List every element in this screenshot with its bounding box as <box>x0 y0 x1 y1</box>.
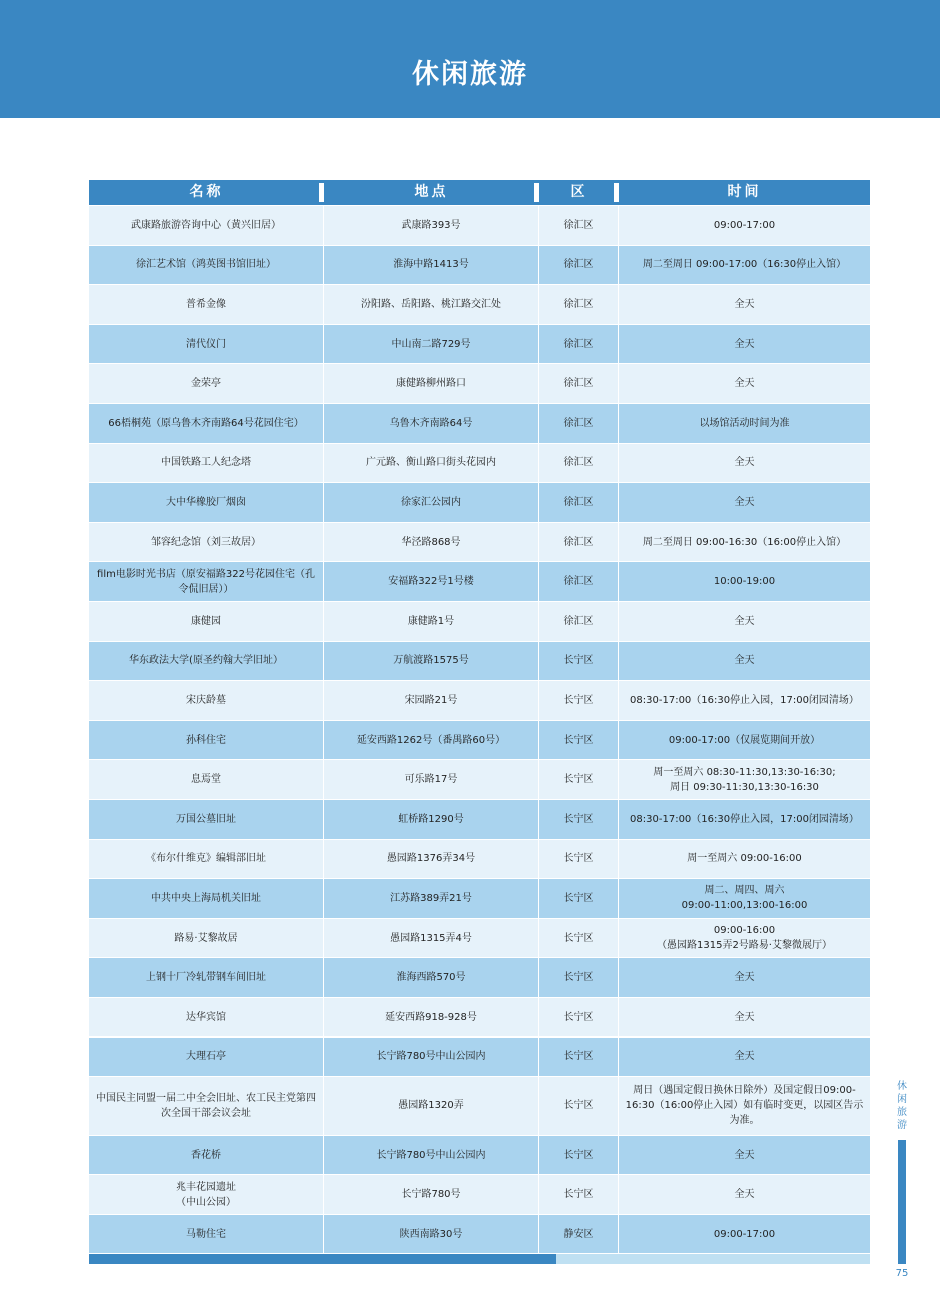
cell-name: 万国公墓旧址 <box>89 800 324 839</box>
cell-district: 徐汇区 <box>539 246 619 285</box>
cell-district: 徐汇区 <box>539 562 619 601</box>
side-section-label: 休闲旅游 <box>897 1081 907 1131</box>
cell-district: 静安区 <box>539 1215 619 1254</box>
cell-name: 路易·艾黎故居 <box>89 919 324 958</box>
table-body <box>89 206 870 1253</box>
cell-name: 徐汇艺术馆（鸿英图书馆旧址） <box>89 246 324 285</box>
cell-time: 周二、周四、周六 09:00-11:00,13:00-16:00 <box>619 879 870 918</box>
table-row <box>89 246 870 285</box>
cell-location: 武康路393号 <box>324 206 539 245</box>
cell-location: 延安西路918-928号 <box>324 998 539 1037</box>
column-header-district: 区 <box>539 180 619 205</box>
bottom-decor-bar <box>89 1254 870 1264</box>
cell-name: 66梧桐苑（原乌鲁木齐南路64号花园住宅） <box>89 404 324 443</box>
cell-name: 《布尔什维克》编辑部旧址 <box>89 840 324 879</box>
header-banner <box>0 0 940 118</box>
cell-name: 香花桥 <box>89 1136 324 1175</box>
cell-district: 长宁区 <box>539 1077 619 1135</box>
cell-district: 长宁区 <box>539 800 619 839</box>
cell-time: 全天 <box>619 483 870 522</box>
cell-district: 徐汇区 <box>539 602 619 641</box>
cell-location: 愚园路1320弄 <box>324 1077 539 1135</box>
cell-time: 全天 <box>619 958 870 997</box>
cell-district: 长宁区 <box>539 998 619 1037</box>
cell-time: 全天 <box>619 602 870 641</box>
cell-name: 华东政法大学(原圣约翰大学旧址） <box>89 642 324 681</box>
table-row <box>89 325 870 364</box>
table-row <box>89 958 870 997</box>
cell-district: 长宁区 <box>539 1136 619 1175</box>
column-header-time: 时间 <box>727 184 762 200</box>
cell-location: 长宁路780号 <box>324 1175 539 1214</box>
cell-location: 宋园路21号 <box>324 681 539 720</box>
table-row <box>89 721 870 760</box>
cell-name: 武康路旅游咨询中心（黄兴旧居） <box>89 206 324 245</box>
cell-location: 可乐路17号 <box>324 760 539 799</box>
cell-location: 广元路、衡山路口街头花园内 <box>324 444 539 483</box>
cell-district: 徐汇区 <box>539 404 619 443</box>
column-header-name: 名称 <box>89 180 324 205</box>
cell-time: 周日（遇国定假日换休日除外）及国定假日09:00-16:30（16:00停止入园）如有临时变更，以园区告示为准。 <box>619 1077 870 1135</box>
cell-district: 长宁区 <box>539 958 619 997</box>
table-row <box>89 760 870 799</box>
cell-name: 中共中央上海局机关旧址 <box>89 879 324 918</box>
table-row <box>89 206 870 245</box>
cell-location: 淮海西路570号 <box>324 958 539 997</box>
cell-time: 08:30-17:00（16:30停止入园，17:00闭园清场） <box>619 800 870 839</box>
table-row <box>89 364 870 403</box>
cell-time: 10:00-19:00 <box>619 562 870 601</box>
cell-district: 徐汇区 <box>539 364 619 403</box>
cell-time: 全天 <box>619 285 870 324</box>
cell-name: 兆丰花园遗址 （中山公园） <box>89 1175 324 1214</box>
bottom-decor-bar-fill <box>89 1254 556 1264</box>
cell-time: 09:00-17:00 <box>619 1215 870 1254</box>
table-header <box>89 180 870 205</box>
cell-name: 中国铁路工人纪念塔 <box>89 444 324 483</box>
table-row <box>89 404 870 443</box>
table-row <box>89 1038 870 1077</box>
cell-district: 长宁区 <box>539 840 619 879</box>
cell-name: 上钢十厂冷轧带钢车间旧址 <box>89 958 324 997</box>
table-row <box>89 681 870 720</box>
cell-district: 长宁区 <box>539 1038 619 1077</box>
cell-location: 陕西南路30号 <box>324 1215 539 1254</box>
cell-location: 中山南二路729号 <box>324 325 539 364</box>
cell-location: 华泾路868号 <box>324 523 539 562</box>
cell-name: 达华宾馆 <box>89 998 324 1037</box>
cell-district: 徐汇区 <box>539 444 619 483</box>
table-row <box>89 998 870 1037</box>
cell-time: 08:30-17:00（16:30停止入园，17:00闭园清场） <box>619 681 870 720</box>
cell-time: 周一至周六 08:30-11:30,13:30-16:30; 周日 09:30-11:30,13:30-16:30 <box>619 760 870 799</box>
cell-district: 长宁区 <box>539 919 619 958</box>
cell-location: 康健路柳州路口 <box>324 364 539 403</box>
cell-location: 乌鲁木齐南路64号 <box>324 404 539 443</box>
cell-name: 孙科住宅 <box>89 721 324 760</box>
cell-district: 长宁区 <box>539 1175 619 1214</box>
cell-time: 09:00-17:00 <box>619 206 870 245</box>
table-row <box>89 1215 870 1254</box>
page-title: 休闲旅游 <box>412 59 528 90</box>
cell-name: 宋庆龄墓 <box>89 681 324 720</box>
cell-time: 全天 <box>619 998 870 1037</box>
cell-district: 长宁区 <box>539 879 619 918</box>
table-row <box>89 642 870 681</box>
cell-time: 以场馆活动时间为准 <box>619 404 870 443</box>
cell-location: 愚园路1376弄34号 <box>324 840 539 879</box>
cell-district: 长宁区 <box>539 642 619 681</box>
cell-district: 徐汇区 <box>539 483 619 522</box>
table-row <box>89 444 870 483</box>
cell-time: 全天 <box>619 1175 870 1214</box>
cell-name: 中国民主同盟一届二中全会旧址、农工民主党第四次全国干部会议会址 <box>89 1077 324 1135</box>
attractions-table <box>89 180 870 1253</box>
cell-district: 长宁区 <box>539 681 619 720</box>
cell-location: 康健路1号 <box>324 602 539 641</box>
cell-name: 大理石亭 <box>89 1038 324 1077</box>
cell-time: 周一至周六 09:00-16:00 <box>619 840 870 879</box>
cell-district: 徐汇区 <box>539 523 619 562</box>
cell-time: 09:00-16:00 （愚园路1315弄2号路易·艾黎微展厅） <box>619 919 870 958</box>
cell-location: 愚园路1315弄4号 <box>324 919 539 958</box>
cell-location: 安福路322号1号楼 <box>324 562 539 601</box>
cell-time: 全天 <box>619 325 870 364</box>
table-row <box>89 523 870 562</box>
cell-location: 淮海中路1413号 <box>324 246 539 285</box>
cell-location: 徐家汇公园内 <box>324 483 539 522</box>
cell-district: 徐汇区 <box>539 206 619 245</box>
cell-time: 周二至周日 09:00-17:00（16:30停止入馆） <box>619 246 870 285</box>
table-row <box>89 1077 870 1135</box>
cell-location: 虹桥路1290号 <box>324 800 539 839</box>
table-row <box>89 1175 870 1214</box>
table-row <box>89 602 870 641</box>
cell-time: 周二至周日 09:00-16:30（16:00停止入馆） <box>619 523 870 562</box>
cell-time: 全天 <box>619 364 870 403</box>
table-row <box>89 483 870 522</box>
side-decor-bar <box>898 1140 906 1264</box>
table-row <box>89 285 870 324</box>
cell-name: 金荣亭 <box>89 364 324 403</box>
cell-time: 全天 <box>619 1038 870 1077</box>
table-row <box>89 919 870 958</box>
table-row <box>89 1136 870 1175</box>
cell-location: 江苏路389弄21号 <box>324 879 539 918</box>
cell-name: 大中华橡胶厂烟囱 <box>89 483 324 522</box>
cell-name: 普希金像 <box>89 285 324 324</box>
table-row <box>89 562 870 601</box>
cell-name: 马勒住宅 <box>89 1215 324 1254</box>
cell-location: 长宁路780号中山公园内 <box>324 1136 539 1175</box>
cell-time: 全天 <box>619 444 870 483</box>
cell-district: 长宁区 <box>539 760 619 799</box>
cell-district: 徐汇区 <box>539 325 619 364</box>
cell-name: 清代仪门 <box>89 325 324 364</box>
cell-location: 汾阳路、岳阳路、桃江路交汇处 <box>324 285 539 324</box>
page-number: 75 <box>895 1268 909 1279</box>
cell-district: 徐汇区 <box>539 285 619 324</box>
cell-name: 息焉堂 <box>89 760 324 799</box>
cell-time: 全天 <box>619 1136 870 1175</box>
cell-name: 邹容纪念馆（刘三故居） <box>89 523 324 562</box>
cell-location: 万航渡路1575号 <box>324 642 539 681</box>
cell-name: film电影时光书店（原安福路322号花园住宅（孔令侃旧居）） <box>89 562 324 601</box>
cell-location: 长宁路780号中山公园内 <box>324 1038 539 1077</box>
cell-time: 全天 <box>619 642 870 681</box>
cell-district: 长宁区 <box>539 721 619 760</box>
cell-time: 09:00-17:00（仅展览期间开放） <box>619 721 870 760</box>
column-header-location: 地点 <box>324 180 539 205</box>
table-row <box>89 800 870 839</box>
table-row <box>89 840 870 879</box>
cell-name: 康健园 <box>89 602 324 641</box>
table-row <box>89 879 870 918</box>
cell-location: 延安西路1262号（番禺路60号） <box>324 721 539 760</box>
